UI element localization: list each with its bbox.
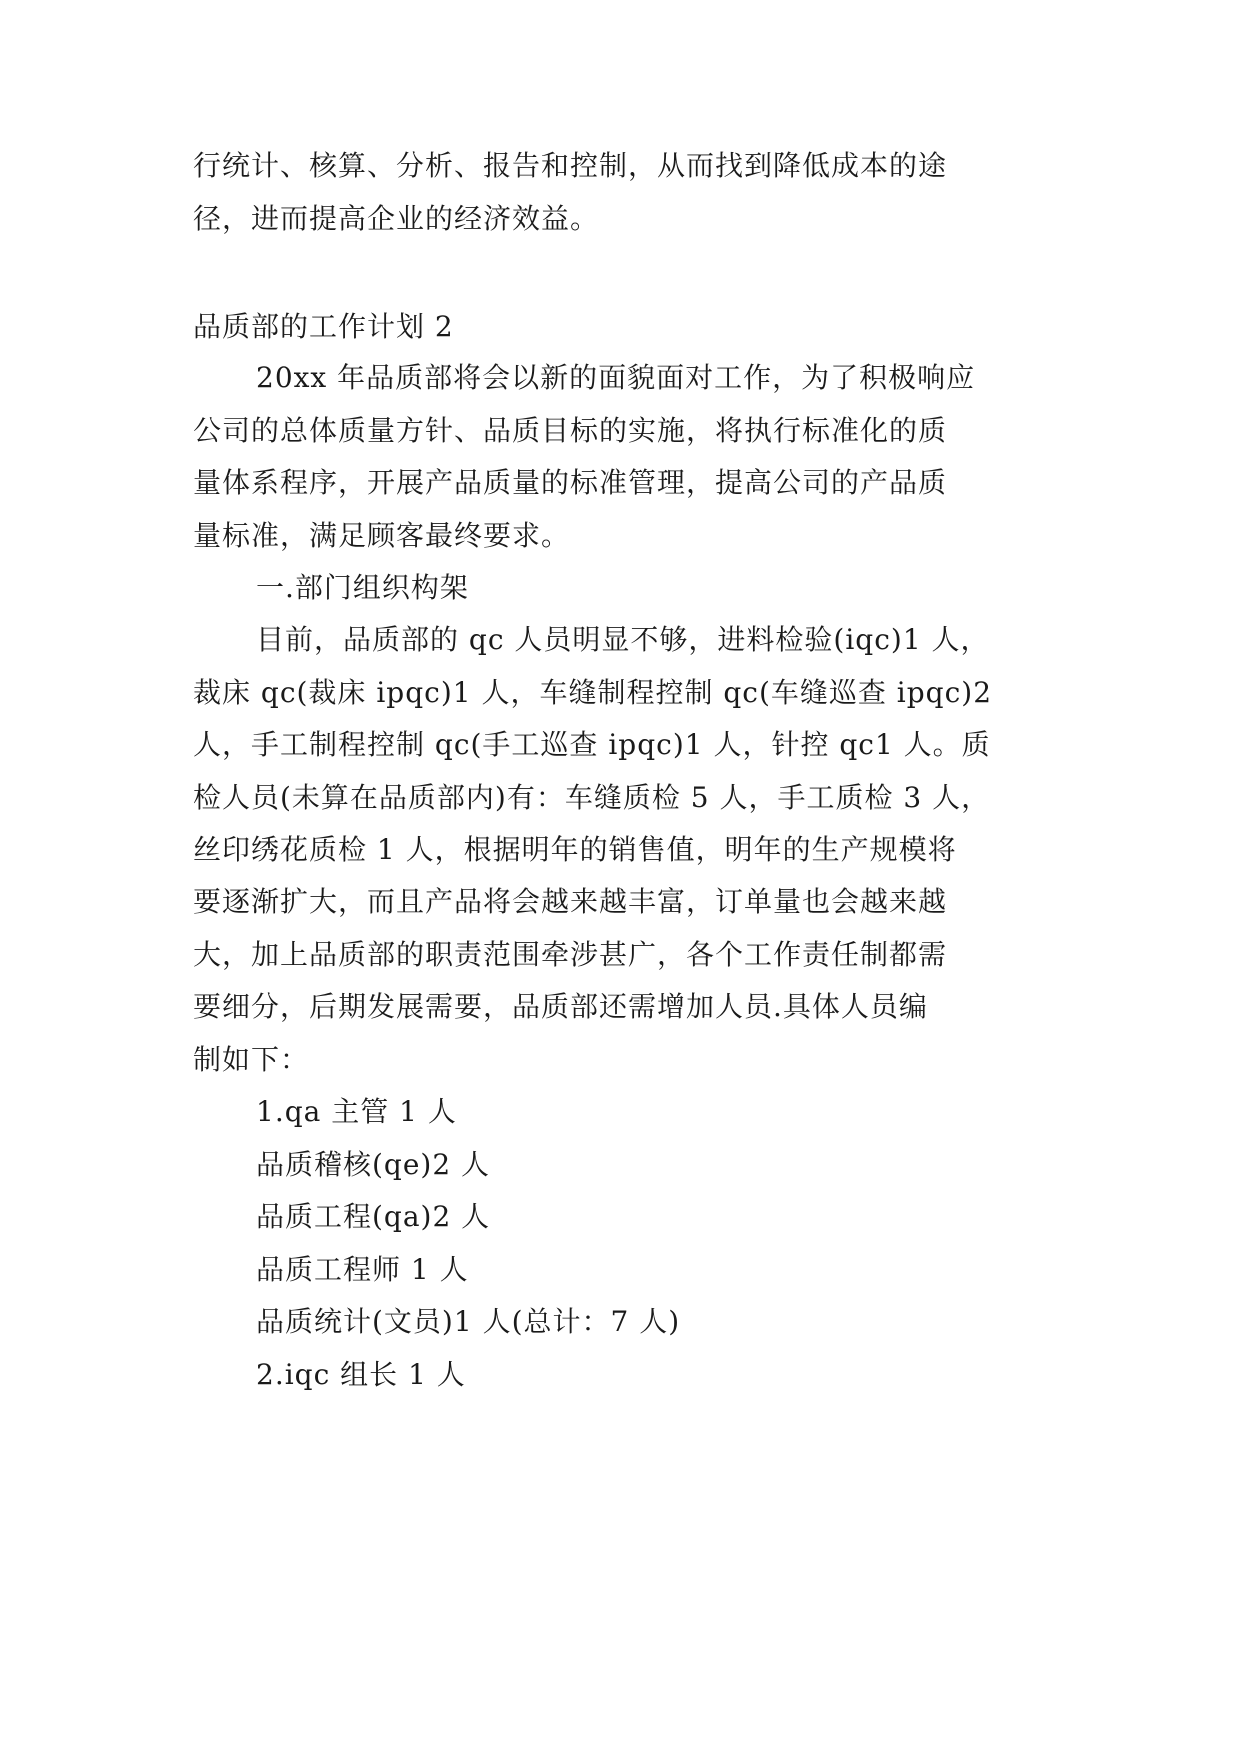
goal-line-2: 公司的总体质量方针、品质目标的实施，将执行标准化的质: [193, 414, 948, 447]
list-item-3: 品质工程(qa)2 人: [256, 1200, 491, 1233]
staff-line-7: 大，加上品质部的职责范围牵涉甚广，各个工作责任制都需: [193, 938, 948, 971]
staff-line-2: 裁床 qc(裁床 ipqc)1 人，车缝制程控制 qc(车缝巡查 ipqc)2: [193, 676, 993, 709]
staff-line-8: 要细分，后期发展需要，品质部还需增加人员.具体人员编: [193, 990, 928, 1023]
subheading-org: 一.部门组织构架: [256, 571, 469, 604]
list-item-5: 品质统计(文员)1 人(总计：7 人): [256, 1305, 681, 1338]
intro-line-2: 径，进而提高企业的经济效益。: [193, 202, 600, 235]
list-item-6: 2.iqc 组长 1 人: [256, 1358, 466, 1391]
section-heading: 品质部的工作计划 2: [193, 310, 454, 343]
goal-line-1: 20xx 年品质部将会以新的面貌面对工作，为了积极响应: [256, 361, 976, 394]
goal-line-3: 量体系程序，开展产品质量的标准管理，提高公司的产品质: [193, 466, 948, 499]
goal-line-4: 量标准，满足顾客最终要求。: [193, 519, 571, 552]
list-item-2: 品质稽核(qe)2 人: [256, 1148, 491, 1181]
staff-line-3: 人，手工制程控制 qc(手工巡查 ipqc)1 人，针控 qc1 人。质: [193, 728, 991, 761]
staff-line-5: 丝印绣花质检 1 人，根据明年的销售值，明年的生产规模将: [193, 833, 957, 866]
staff-line-1: 目前，品质部的 qc 人员明显不够，进料检验(iqc)1 人，: [256, 623, 990, 656]
staff-line-6: 要逐渐扩大，而且产品将会越来越丰富，订单量也会越来越: [193, 885, 948, 918]
intro-line-1: 行统计、核算、分析、报告和控制，从而找到降低成本的途: [193, 149, 948, 182]
staff-line-4: 检人员(未算在品质部内)有：车缝质检 5 人，手工质检 3 人，: [193, 781, 991, 814]
list-item-4: 品质工程师 1 人: [256, 1253, 469, 1286]
list-item-1: 1.qa 主管 1 人: [256, 1095, 457, 1128]
staff-line-9: 制如下：: [193, 1043, 310, 1076]
